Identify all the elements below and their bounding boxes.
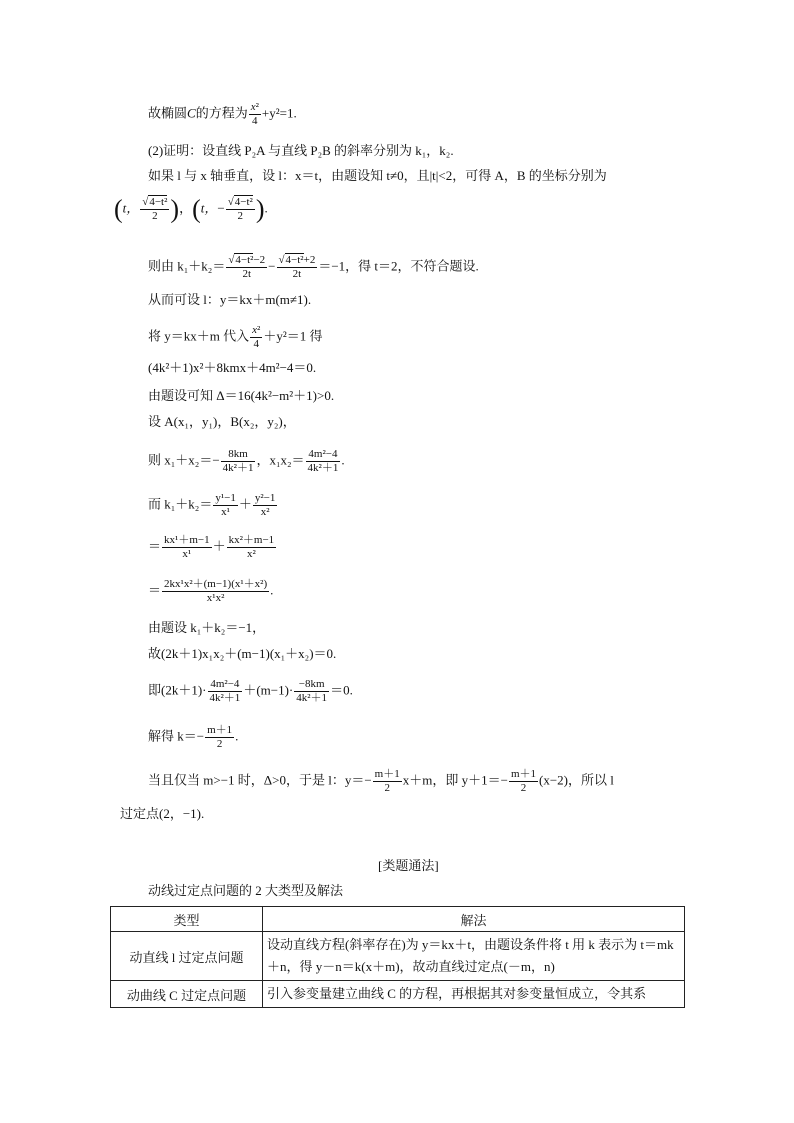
row-method: 设动直线方程(斜率存在)为 y＝kx＋t，由题设条件将 t 用 k 表示为 t＝mk＋n，得 y－n＝k(x＋m)，故动直线过定点(－m，n): [263, 932, 685, 981]
row-type: 动直线 l 过定点问题: [111, 932, 263, 981]
row-type: 动曲线 C 过定点问题: [111, 981, 263, 1008]
ellipse-equation-line: 故椭圆C的方程为 $\frac{\text{x²}}{4}$ +y²=1.: [148, 101, 297, 127]
table-row: [111, 981, 685, 1008]
slope-sum-step2: ＝ $\frac{\text{kx¹＋m−1}}{\text{x¹}}$ ＋ $\frac{\text{kx²＋m−1}}{\text{x²}}$: [148, 534, 275, 560]
method-table: [110, 906, 685, 1008]
discriminant: 由题设可知 Δ＝16(4k²−m²＋1)>0.: [148, 388, 335, 403]
fixed-point: 过定点(2，−1).: [120, 806, 205, 821]
line-assumption: 从而可设 l：y＝kx＋m(m≠1).: [148, 292, 312, 307]
vieta-relations: 则 x₁＋x₂＝− $\frac{8km}{\text{4k²＋1}}$ ，x₁x₂＝ $\frac{\text{4m²−4}}{\text{4k²＋1}}$ .: [148, 448, 345, 474]
given-condition: 由题设 k₁＋k₂＝−1，: [148, 620, 266, 635]
table-header-row: [111, 907, 685, 932]
slope-sum-step3: ＝ $\frac{\text{2kx¹x²＋(m−1)(x¹＋x²)}}{\text{x¹x²}}$ .: [148, 578, 274, 604]
points-definition: 设 A(x₁，y₁)，B(x₂，y₂)，: [148, 414, 296, 429]
header-method: 解法: [263, 907, 685, 932]
coordinates-ab: (t， $\frac{\text{√4−t²}}{2}$ )，(t，− $\frac{\text{√4−t²}}{2}$ ).: [114, 194, 268, 224]
substitution-line: 将 y＝kx＋m 代入 $\frac{\text{x²}}{4}$ ＋y²＝1 得: [148, 324, 323, 350]
table-row: [111, 932, 685, 981]
section-title: [类题通法]: [378, 858, 439, 873]
section-subtitle: 动线过定点问题的 2 大类型及解法: [148, 883, 344, 898]
quadratic-equation: (4k²＋1)x²＋8kmx＋4m²−4＝0.: [148, 360, 317, 375]
proof-intro: (2)证明：设直线 P₂A 与直线 P₂B 的斜率分别为 k₁，k₂.: [148, 143, 454, 158]
solution-k: 解得 k＝− $\frac{m+1}{2}$ .: [148, 724, 239, 750]
row-method: 引入参变量建立曲线 C 的方程，再根据其对参变量恒成立，令其系: [263, 981, 685, 1008]
slope-sum-expression: 而 k₁＋k₂＝ $\frac{\text{y¹−1}}{\text{x¹}}$ ＋ $\frac{\text{y²−1}}{\text{x²}}$: [148, 492, 276, 518]
header-type: 类型: [111, 907, 263, 932]
substituted-equation: 即(2k＋1)· $\frac{\text{4m²−4}}{\text{4k²＋1}}$ ＋(m−1)· $\frac{-8km}{\text{4k²＋1}}$ ＝0.: [148, 678, 353, 704]
condition-equation: 故(2k＋1)x₁x₂＋(m−1)(x₁＋x₂)＝0.: [148, 646, 337, 661]
vertical-case: 如果 l 与 x 轴垂直，设 l：x＝t，由题设知 t≠0，且|t|<2，可得 A，B 的坐标分别为: [148, 168, 607, 183]
slope-sum-vertical: 则由 k₁＋k₂＝ $\frac{\text{√4−t²−2}}{2t}$ − $\frac{\text{√4−t²+2}}{2t}$ ＝−1，得 t＝2，不符合题设.: [148, 254, 479, 280]
fixed-point-conclusion: 当且仅当 m>−1 时，Δ>0，于是 l：y＝− $\frac{m+1}{2}$ x＋m，即 y＋1＝− $\frac{m+1}{2}$ (x−2)，所以 l: [148, 768, 614, 794]
